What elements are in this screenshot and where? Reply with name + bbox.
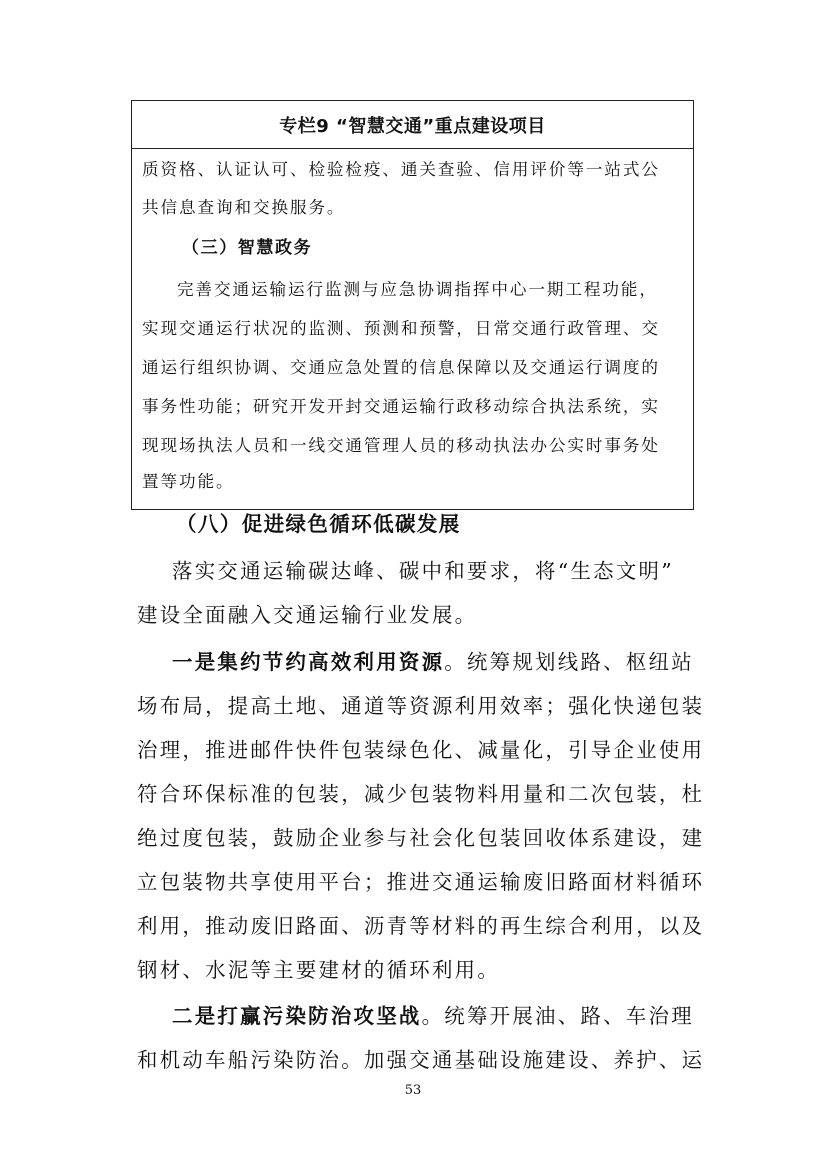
body-line: 治理，推进邮件快件包装绿色化、减量化，引导企业使用 — [137, 738, 705, 762]
box-text-line: 现现场执法人员和一线交通管理人员的移动执法办公实时事务处 — [142, 436, 660, 455]
box-text-line: 共信息查询和交换服务。 — [142, 198, 346, 217]
box-text-line: 质资格、认证认可、检验检疫、通关查验、信用评价等一站式公 — [142, 160, 660, 179]
feature-box — [131, 100, 694, 510]
body-line: 和机动车船污染防治。加强交通基础设施建设、养护、运 — [137, 1048, 705, 1072]
page-number: 53 — [404, 1083, 422, 1098]
body-line: 立包装物共享使用平台；推进交通运输废旧路面材料循环 — [137, 870, 705, 894]
box-text-line: 实现交通运行状况的监测、预测和预警，日常交通行政管理、交 — [142, 319, 660, 338]
body-line: 建设全面融入交通运输行业发展。 — [137, 603, 478, 627]
box-text-line: 通运行组织协调、交通应急处置的信息保障以及交通运行调度的 — [142, 358, 660, 377]
lead-phrase: 二是打赢污染防治攻坚战 — [172, 1004, 422, 1028]
body-line: 场布局，提高土地、通道等资源利用效率；强化快递包装 — [137, 694, 705, 718]
box-text-line: 完善交通运输运行监测与应急协调指挥中心一期工程功能， — [177, 280, 658, 299]
lead-phrase: 一是集约节约高效利用资源 — [172, 650, 445, 674]
box-text-line: 置等功能。 — [142, 472, 235, 491]
feature-box-title: 专栏9 “智慧交通”重点建设项目 — [132, 101, 693, 149]
body-line: 符合环保标准的包装，减少包装物料用量和二次包装，杜 — [137, 782, 705, 806]
body-text: 。统筹规划线路、枢纽站 — [444, 650, 694, 674]
box-text-line: 事务性功能；研究开发开封交通运输行政移动综合执法系统，实 — [142, 397, 660, 416]
body-line: 利用，推动废旧路面、沥青等材料的再生综合利用，以及 — [137, 914, 705, 938]
body-line: 落实交通运输碳达峰、碳中和要求，将“生态文明” — [172, 559, 674, 583]
body-line — [172, 650, 694, 674]
body-text: 。统筹开展油、路、车治理 — [421, 1004, 694, 1028]
box-subheading: （三）智慧政务 — [182, 238, 313, 258]
section-heading: （八）促进绿色循环低碳发展 — [176, 512, 461, 536]
body-line: 钢材、水泥等主要建材的循环利用。 — [137, 958, 501, 982]
body-line: 绝过度包装，鼓励企业参与社会化包装回收体系建设，建 — [137, 826, 705, 850]
body-line — [172, 1004, 694, 1028]
